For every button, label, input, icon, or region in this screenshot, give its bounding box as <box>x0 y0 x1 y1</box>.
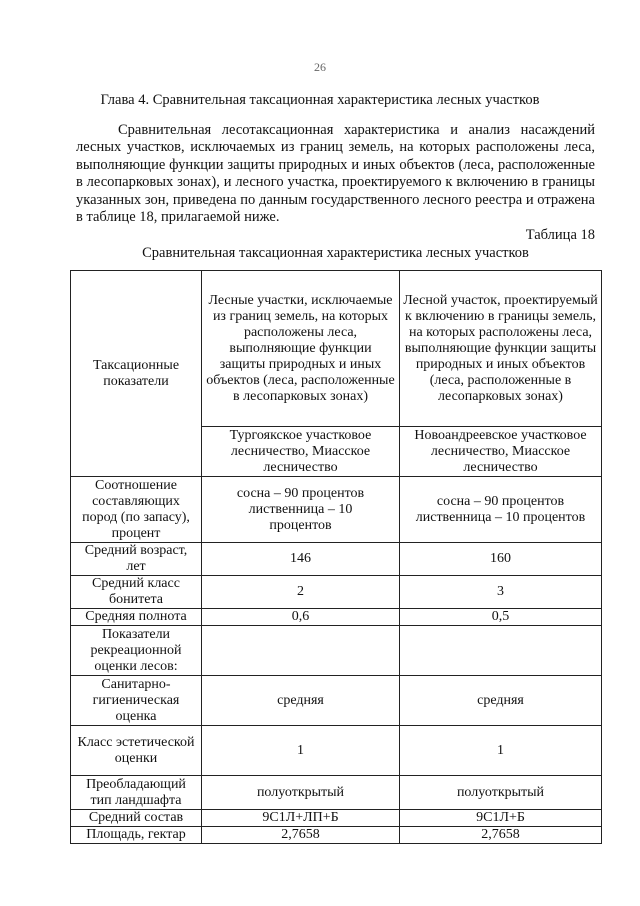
forestry-included: Новоандреевское участковое лесничество, Миасское лесничество <box>400 427 602 477</box>
forestry-excluded: Тургоякское участковое лесничество, Миасское лесничество <box>202 427 400 477</box>
row-value-excluded: полуоткрытый <box>202 776 400 810</box>
page-number: 26 <box>314 60 326 74</box>
row-value-included: 160 <box>400 543 602 576</box>
row-value-excluded: средняя <box>202 676 400 726</box>
row-label: Преобладающий тип ландшафта <box>71 776 202 810</box>
row-value-included: 0,5 <box>400 609 602 626</box>
row-label: Средний класс бонитета <box>71 576 202 609</box>
table-caption: Сравнительная таксационная характеристика лесных участков <box>142 245 529 261</box>
intro-paragraph: Сравнительная лесотаксационная характеристика и анализ насаждений лесных участков, исключаемых из границ земель, на которых расположены леса, выполняющие функции защиты природных и иных объектов (леса, расположенные в лесопарковых зонах), и лесного участка, проектируемого к включению в границы указанных зон, приведена по данным государственного лесного реестра и отражена в таблице 18, прилагаемой ниже. <box>76 122 595 226</box>
header-indicators: Таксационные показатели <box>71 271 202 477</box>
row-label: Соотношение составляющих пород (по запасу), процент <box>71 477 202 543</box>
row-value-included <box>400 477 602 543</box>
comparison-table <box>70 270 602 844</box>
row-label: Средний состав <box>71 810 202 827</box>
header-included-plot: Лесной участок, проектируемый к включению в границы земель, на которых расположены леса, выполняющие функции защиты природных и иных объектов (леса, расположенные в лесопарковых зонах) <box>400 271 602 427</box>
row-value-included: 3 <box>400 576 602 609</box>
row-value-excluded: 2 <box>202 576 400 609</box>
row-value-included: полуоткрытый <box>400 776 602 810</box>
cell-text: сосна – 90 процентов лиственница – 10 процентов <box>415 493 586 525</box>
row-value-included: 2,7658 <box>400 827 602 844</box>
row-value-included: 1 <box>400 726 602 776</box>
cell-text: сосна – 90 процентов лиственница – 10 процентов <box>236 485 365 533</box>
row-value-excluded <box>202 626 400 676</box>
header-excluded-plots: Лесные участки, исключаемые из границ земель, на которых расположены леса, выполняющие функции защиты природных и иных объектов (леса, расположенные в лесопарковых зонах) <box>202 271 400 427</box>
row-value-excluded: 146 <box>202 543 400 576</box>
row-value-included <box>400 626 602 676</box>
row-label: Санитарно-гигиеническая оценка <box>71 676 202 726</box>
row-label: Класс эстетической оценки <box>71 726 202 776</box>
row-value-included: средняя <box>400 676 602 726</box>
row-value-excluded: 9С1Л+ЛП+Б <box>202 810 400 827</box>
row-value-excluded <box>202 477 400 543</box>
row-value-excluded: 0,6 <box>202 609 400 626</box>
row-value-excluded: 1 <box>202 726 400 776</box>
row-label: Площадь, гектар <box>71 827 202 844</box>
row-label: Средняя полнота <box>71 609 202 626</box>
row-value-included: 9С1Л+Б <box>400 810 602 827</box>
row-label: Средний возраст, лет <box>71 543 202 576</box>
row-label: Показатели рекреационной оценки лесов: <box>71 626 202 676</box>
row-value-excluded: 2,7658 <box>202 827 400 844</box>
chapter-heading: Глава 4. Сравнительная таксационная характеристика лесных участков <box>100 92 540 108</box>
table-number: Таблица 18 <box>525 227 595 243</box>
